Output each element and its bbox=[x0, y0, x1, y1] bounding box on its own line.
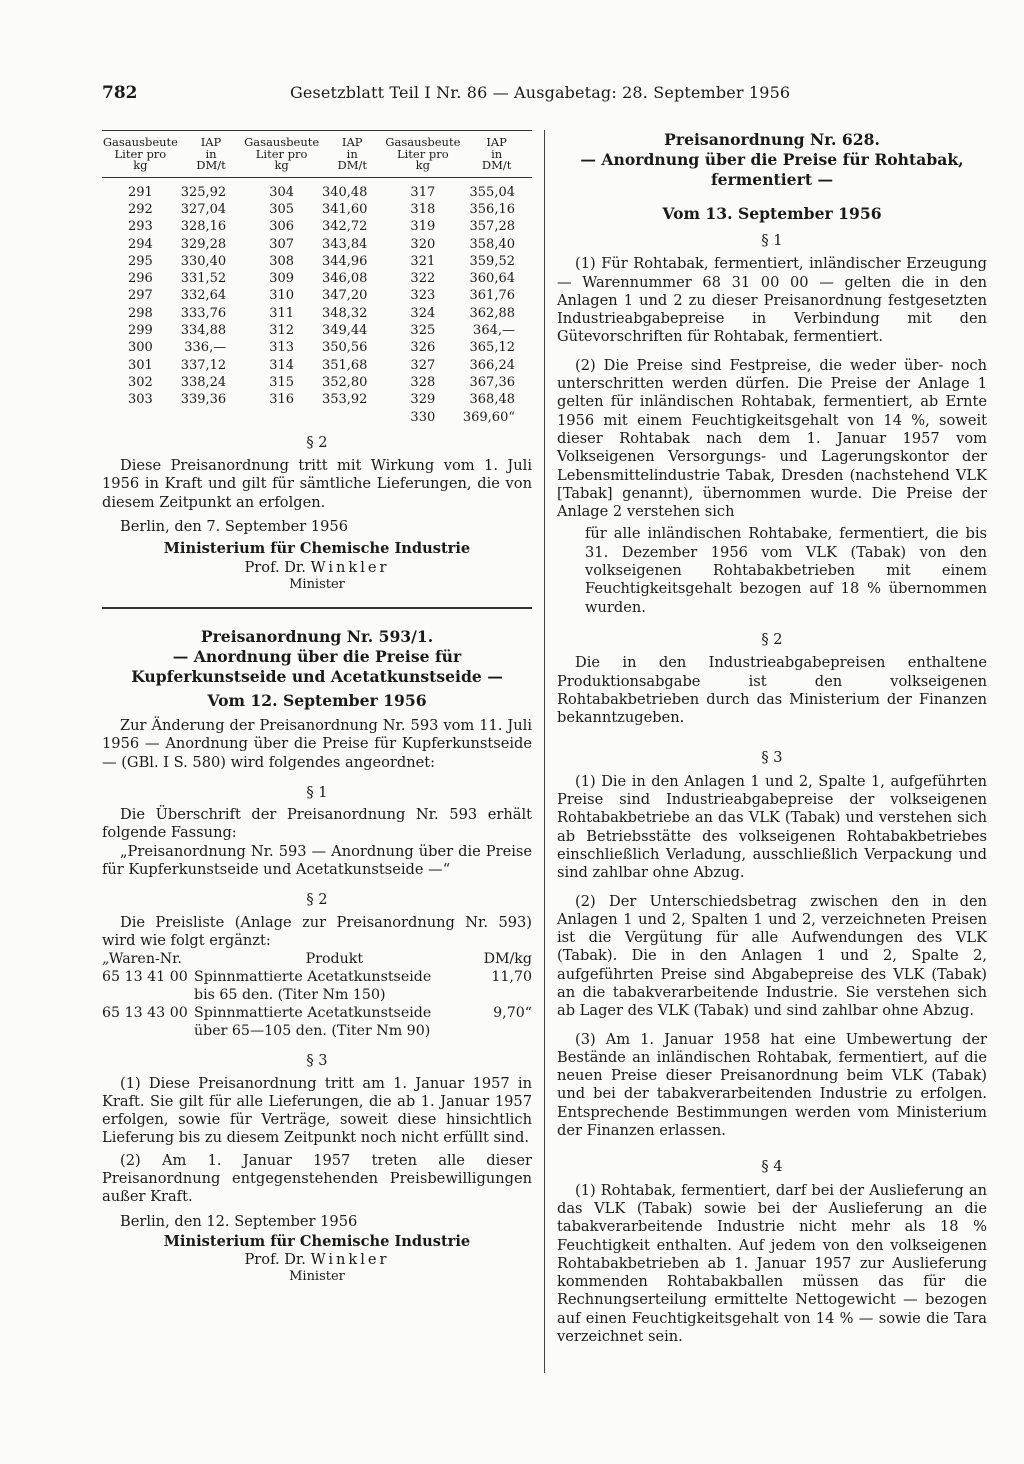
section-heading: § 2 bbox=[306, 433, 328, 451]
gas-yield-cell: 318 bbox=[410, 202, 436, 217]
gas-yield-cell: 320 bbox=[410, 236, 436, 252]
iap-price-cell: 329,28 bbox=[180, 236, 227, 252]
iap-price-cell: 334,88 bbox=[180, 323, 227, 339]
section-heading: § 4 bbox=[761, 1158, 783, 1176]
iap-price-cell: 332,64 bbox=[180, 288, 227, 304]
iap-price-cell: 356,16 bbox=[469, 202, 515, 217]
iap-price-cell: 362,88 bbox=[469, 305, 515, 321]
gas-yield-cell: 296 bbox=[127, 271, 153, 287]
page-header bbox=[102, 84, 802, 108]
table-row bbox=[102, 968, 532, 1004]
gas-yield-cell: 303 bbox=[127, 392, 153, 408]
table-body bbox=[102, 177, 532, 426]
section-heading: § 1 bbox=[761, 232, 783, 249]
gas-yield-cell: 315 bbox=[269, 374, 295, 390]
iap-price-cell: 358,40 bbox=[469, 236, 515, 252]
ministry-name: Ministerium für Chemische Industrie bbox=[163, 1232, 471, 1250]
gas-yield-cell: 306 bbox=[269, 219, 295, 235]
header-gas-yield-3: Gasausbeute Liter pro kg bbox=[385, 135, 461, 172]
table-row bbox=[102, 339, 532, 356]
item-price: 9,70“ bbox=[493, 1005, 532, 1022]
gas-yield-cell: 330 bbox=[410, 409, 436, 425]
table-row bbox=[102, 374, 532, 391]
iap-price-cell: 361,76 bbox=[469, 288, 515, 304]
column-divider bbox=[544, 130, 545, 1373]
paragraph: Diese Preisanordnung tritt mit Wirkung vom 1. Juli 1956 in Kraft und gilt für sämtliche Lieferungen, die von diesem Zeitpunkt an erfolgen. bbox=[102, 457, 532, 511]
gas-yield-cell: 321 bbox=[410, 253, 436, 269]
ordinance-date: Vom 12. September 1956 bbox=[207, 690, 427, 710]
gas-yield-cell: 301 bbox=[127, 357, 153, 373]
iap-price-cell: 349,44 bbox=[321, 323, 368, 339]
iap-price-cell: 338,24 bbox=[180, 374, 227, 390]
iap-price-cell: 325,92 bbox=[180, 184, 227, 200]
ministry-name: Ministerium für Chemische Industrie bbox=[163, 540, 471, 558]
item-number: 65 13 43 00 bbox=[102, 1005, 188, 1022]
paragraph: (2) Am 1. Januar 1957 treten alle dieser Preisanordnung entgegenstehenden Preisbewilligungen außer Kraft. bbox=[102, 1151, 532, 1206]
ordinance-subtitle: — Anordnung über die Preise für Kupferkunstseide und Acetatkunstseide — bbox=[131, 646, 503, 686]
paragraph: (2) Die Preise sind Festpreise, die weder über- noch unterschritten werden dürfen. Die Preise der Anlage 1 gelten für inländischen Rohtabak, fermentiert, ab Ernte 1956 mit einem Feuchtigkeitsgehalt von 14 %, soweit dieser Rohtabak nach dem 1. Januar 1957 vom Volkseigenen Versorgungs- und Lagerungskontor der Lebensmittelindustrie Tabak, Dresden (nachstehend VLK [Tabak] genannt), übernommen wurde. Die Preise der Anlage 2 verstehen sich bbox=[557, 356, 987, 521]
iap-price-cell: 352,80 bbox=[321, 374, 368, 390]
iap-price-cell: 369,60“ bbox=[462, 409, 515, 425]
section-heading: § 3 bbox=[761, 749, 783, 767]
iap-price-cell: 330,40 bbox=[180, 253, 227, 269]
page-number: 782 bbox=[102, 83, 138, 103]
iap-price-cell: 357,28 bbox=[469, 219, 515, 235]
gas-yield-cell: 329 bbox=[410, 392, 436, 408]
paragraph: (1) Für Rohtabak, fermentiert, inländischer Erzeugung — Warennummer 68 31 00 00 — gelten die in den Anlagen 1 und 2 zu dieser Preisanordnung festgesetzten Industrieabgabepreise in Verbindung mit den Gütevorschriften für Rohtabak, fermentiert. bbox=[557, 255, 987, 346]
paragraph: (1) Rohtabak, fermentiert, darf bei der Auslieferung an das VLK (Tabak) sowie bei der Auslieferung an die tabakverarbeitende Industrie nicht mehr als 18 % Feuchtigkeit enthalten. Auf jedem von den volkseigenen Rohtabakbetrieben ab 1. Januar 1957 zur Auslieferung kommenden Rohtabakballen müssen das für die Rechnungserteilung ermittelte Nettogewicht — bezogen auf einen Feuchtigkeitsgehalt von 14 % — sowie die Tara verzeichnet sein. bbox=[557, 1181, 987, 1346]
table-header-row bbox=[102, 950, 532, 968]
iap-price-cell: 350,56 bbox=[321, 340, 368, 356]
quoted-paragraph: für alle inländischen Rohtabake, fermentiert, die bis 31. Dezember 1956 vom VLK (Tabak) von den volkseigenen Rohtabakbetrieben mit einem Feuchtigkeitsgehalt bezogen auf 18 % übernommen wurden. bbox=[585, 525, 987, 616]
table-row bbox=[102, 201, 532, 218]
paragraph: (2) Der Unterschiedsbetrag zwischen den in den Anlagen 1 und 2, Spalten 1 und 2, verzeichneten Preisen ist die Vergütung für alle Aufwendungen des VLK (Tabak). Die in den Anlagen 1 und 2, Spalte 2, aufgeführten Preise sind Abgabepreise des VLK (Tabak) an die tabakverarbeitende Industrie. Sie verstehen sich ab Lager des VLK (Tabak) und sind zahlbar ohne Abzug. bbox=[557, 892, 987, 1020]
paragraph: Die in den Industrieabgabepreisen enthaltene Produktionsabgabe ist den volkseigenen Rohtabakbetrieben durch das Ministerium der Finanzen bekanntzugeben. bbox=[557, 654, 987, 727]
left-column bbox=[102, 130, 532, 1285]
table-row bbox=[102, 357, 532, 374]
iap-price-cell: 351,68 bbox=[321, 357, 368, 373]
iap-price-cell: 353,92 bbox=[321, 392, 368, 408]
item-product: Spinnmattierte Acetatkunstseide über 65—105 den. (Titer Nm 90) bbox=[194, 1005, 432, 1040]
signer-name: Prof. Dr. Winkler bbox=[244, 1251, 390, 1269]
section-heading: § 2 bbox=[761, 630, 783, 648]
section-heading: § 1 bbox=[306, 783, 328, 801]
gas-yield-cell: 314 bbox=[269, 357, 295, 373]
table-row bbox=[102, 287, 532, 304]
header-iap-1: IAP in DM/t bbox=[196, 135, 226, 172]
iap-price-cell: 365,12 bbox=[469, 340, 515, 356]
paragraph: Zur Änderung der Preisanordnung Nr. 593 vom 11. Juli 1956 — Anordnung über die Preise für Kupferkunstseide — (GBl. I S. 580) wird folgendes angeordnet: bbox=[102, 716, 532, 771]
gas-yield-cell: 295 bbox=[127, 253, 153, 269]
table-row bbox=[102, 391, 532, 408]
table-header-row bbox=[102, 131, 532, 178]
gas-yield-cell: 304 bbox=[269, 184, 295, 200]
header-iap-3: IAP in DM/t bbox=[481, 135, 512, 172]
gas-yield-cell: 308 bbox=[269, 253, 295, 269]
gas-yield-cell: 326 bbox=[410, 340, 436, 356]
header-gas-yield-1: Gasausbeute Liter pro kg bbox=[102, 135, 178, 172]
gas-yield-cell: 328 bbox=[410, 374, 436, 390]
signer-name: Prof. Dr. Winkler bbox=[244, 558, 390, 576]
iap-price-cell: 327,04 bbox=[180, 202, 227, 217]
table-row bbox=[102, 236, 532, 253]
paragraph: Die Überschrift der Preisanordnung Nr. 593 erhält folgende Fassung: bbox=[102, 806, 532, 842]
iap-price-cell: 348,32 bbox=[321, 305, 368, 321]
iap-price-cell: 331,52 bbox=[180, 271, 227, 287]
table-row bbox=[102, 253, 532, 270]
col-header-price: DM/kg bbox=[483, 951, 532, 968]
iap-price-cell: 359,52 bbox=[469, 253, 515, 269]
table-row bbox=[102, 322, 532, 339]
gas-yield-cell: 300 bbox=[127, 340, 153, 356]
date-line: Berlin, den 7. September 1956 bbox=[120, 518, 348, 536]
gas-yield-cell: 292 bbox=[127, 202, 153, 217]
table-row bbox=[102, 305, 532, 322]
iap-price-cell: 340,48 bbox=[321, 184, 368, 200]
item-number: 65 13 41 00 bbox=[102, 969, 188, 986]
gas-yield-cell: 312 bbox=[269, 323, 295, 339]
col-header-product: Produkt bbox=[305, 951, 364, 968]
header-iap-2: IAP in DM/t bbox=[337, 135, 367, 172]
paragraph: (3) Am 1. Januar 1958 hat eine Umbewertung der Bestände an inländischen Rohtabak, fermentiert, auf die neuen Preise dieser Preisanordnung beim VLK (Tabak) und bei der tabakverarbeitenden Industrie zu erfolgen. Entsprechende Bestimmungen werden vom Ministerium der Finanzen erlassen. bbox=[557, 1030, 987, 1140]
signer-role: Minister bbox=[289, 576, 345, 592]
paragraph: (1) Die in den Anlagen 1 und 2, Spalte 1, aufgeführten Preise sind Industrieabgabepreise der volkseigenen Rohtabakbetriebe an das VLK (Tabak) und verstehen sich ab Betriebsstätte des volkseigenen Rohtabakbetriebes einschließlich Verladung, ausschließlich Verpackung und sind zahlbar ohne Abzug. bbox=[557, 772, 987, 882]
iap-price-cell: 364,— bbox=[473, 323, 515, 339]
gas-yield-cell: 297 bbox=[127, 288, 153, 304]
gas-yield-cell: 323 bbox=[410, 288, 436, 304]
item-price: 11,70 bbox=[491, 969, 532, 986]
iap-price-cell: 355,04 bbox=[469, 184, 515, 200]
iap-price-cell: 337,12 bbox=[180, 357, 227, 373]
table-row bbox=[102, 270, 532, 287]
ordinance-title: Preisanordnung Nr. 628. bbox=[664, 130, 880, 149]
gas-yield-cell bbox=[243, 409, 320, 426]
paragraph: (1) Diese Preisanordnung tritt am 1. Januar 1957 in Kraft. Sie gilt für alle Lieferungen, die ab 1. Januar 1957 erfolgen, sowie für Verträge, soweit diese hinsichtlich Lieferung bis zu diesem Zeitpunkt noch nicht erfüllt sind. bbox=[102, 1074, 532, 1147]
date-line: Berlin, den 12. September 1956 bbox=[120, 1212, 358, 1230]
section-heading: § 3 bbox=[306, 1052, 328, 1070]
iap-price-cell: 343,84 bbox=[321, 236, 368, 252]
gas-yield-cell bbox=[102, 409, 179, 426]
gas-yield-cell: 298 bbox=[127, 305, 153, 321]
iap-price-cell: 336,— bbox=[184, 340, 227, 356]
paragraph: Die Preisliste (Anlage zur Preisanordnung Nr. 593) wird wie folgt ergänzt: bbox=[102, 913, 532, 949]
iap-price-cell bbox=[179, 409, 243, 426]
gas-yield-cell: 324 bbox=[410, 305, 436, 321]
gas-yield-cell: 305 bbox=[269, 202, 295, 217]
ordinance-subtitle: — Anordnung über die Preise für Rohtabak, fermentiert — bbox=[580, 150, 964, 189]
gas-yield-cell: 291 bbox=[127, 184, 153, 200]
gas-yield-cell: 294 bbox=[127, 236, 153, 252]
col-header-nr: „Waren-Nr. bbox=[102, 951, 182, 968]
gas-yield-cell: 309 bbox=[269, 271, 295, 287]
gas-yield-cell: 302 bbox=[127, 374, 153, 390]
ordinance-date: Vom 13. September 1956 bbox=[662, 204, 882, 223]
iap-price-cell: 347,20 bbox=[321, 288, 368, 304]
gas-yield-cell: 299 bbox=[127, 323, 153, 339]
gas-yield-cell: 311 bbox=[269, 305, 295, 321]
gas-yield-cell: 322 bbox=[410, 271, 436, 287]
gas-yield-cell: 319 bbox=[410, 219, 436, 235]
signer-role: Minister bbox=[289, 1269, 345, 1285]
iap-price-cell: 339,36 bbox=[180, 392, 227, 408]
table-row bbox=[102, 177, 532, 201]
right-column bbox=[557, 130, 987, 1346]
gas-yield-cell: 313 bbox=[269, 340, 295, 356]
iap-price-cell: 368,48 bbox=[469, 392, 515, 408]
iap-price-cell: 341,60 bbox=[321, 202, 368, 217]
section-heading: § 2 bbox=[306, 891, 328, 909]
gas-yield-cell: 316 bbox=[269, 392, 295, 408]
gas-yield-cell: 327 bbox=[410, 357, 436, 373]
gas-yield-cell: 325 bbox=[410, 323, 436, 339]
iap-price-cell bbox=[320, 409, 384, 426]
iap-price-cell: 342,72 bbox=[321, 219, 368, 235]
gas-yield-cell: 317 bbox=[410, 184, 436, 200]
iap-price-cell: 333,76 bbox=[180, 305, 227, 321]
table-row bbox=[102, 218, 532, 235]
gas-yield-cell: 310 bbox=[269, 288, 295, 304]
table-row bbox=[102, 409, 532, 426]
gas-yield-cell: 293 bbox=[127, 219, 153, 235]
quoted-title: „Preisanordnung Nr. 593 — Anordnung über die Preise für Kupferkunstseide und Acetatkunstseide —“ bbox=[102, 842, 532, 879]
iap-price-cell: 344,96 bbox=[321, 253, 368, 269]
item-product: Spinnmattierte Acetatkunstseide bis 65 den. (Titer Nm 150) bbox=[194, 969, 432, 1004]
table-row bbox=[102, 1004, 532, 1040]
iap-price-cell: 367,36 bbox=[469, 374, 515, 390]
ordinance-title: Preisanordnung Nr. 593/1. bbox=[200, 626, 434, 646]
gas-yield-price-table bbox=[102, 130, 532, 426]
gazette-title: Gesetzblatt Teil I Nr. 86 — Ausgabetag: 28. September 1956 bbox=[290, 83, 791, 102]
iap-price-cell: 366,24 bbox=[469, 357, 515, 373]
header-gas-yield-2: Gasausbeute Liter pro kg bbox=[244, 135, 320, 172]
price-list-table bbox=[102, 950, 532, 1040]
iap-price-cell: 360,64 bbox=[469, 271, 515, 287]
iap-price-cell: 346,08 bbox=[321, 271, 368, 287]
iap-price-cell: 328,16 bbox=[180, 219, 227, 235]
gas-yield-cell: 307 bbox=[269, 236, 295, 252]
